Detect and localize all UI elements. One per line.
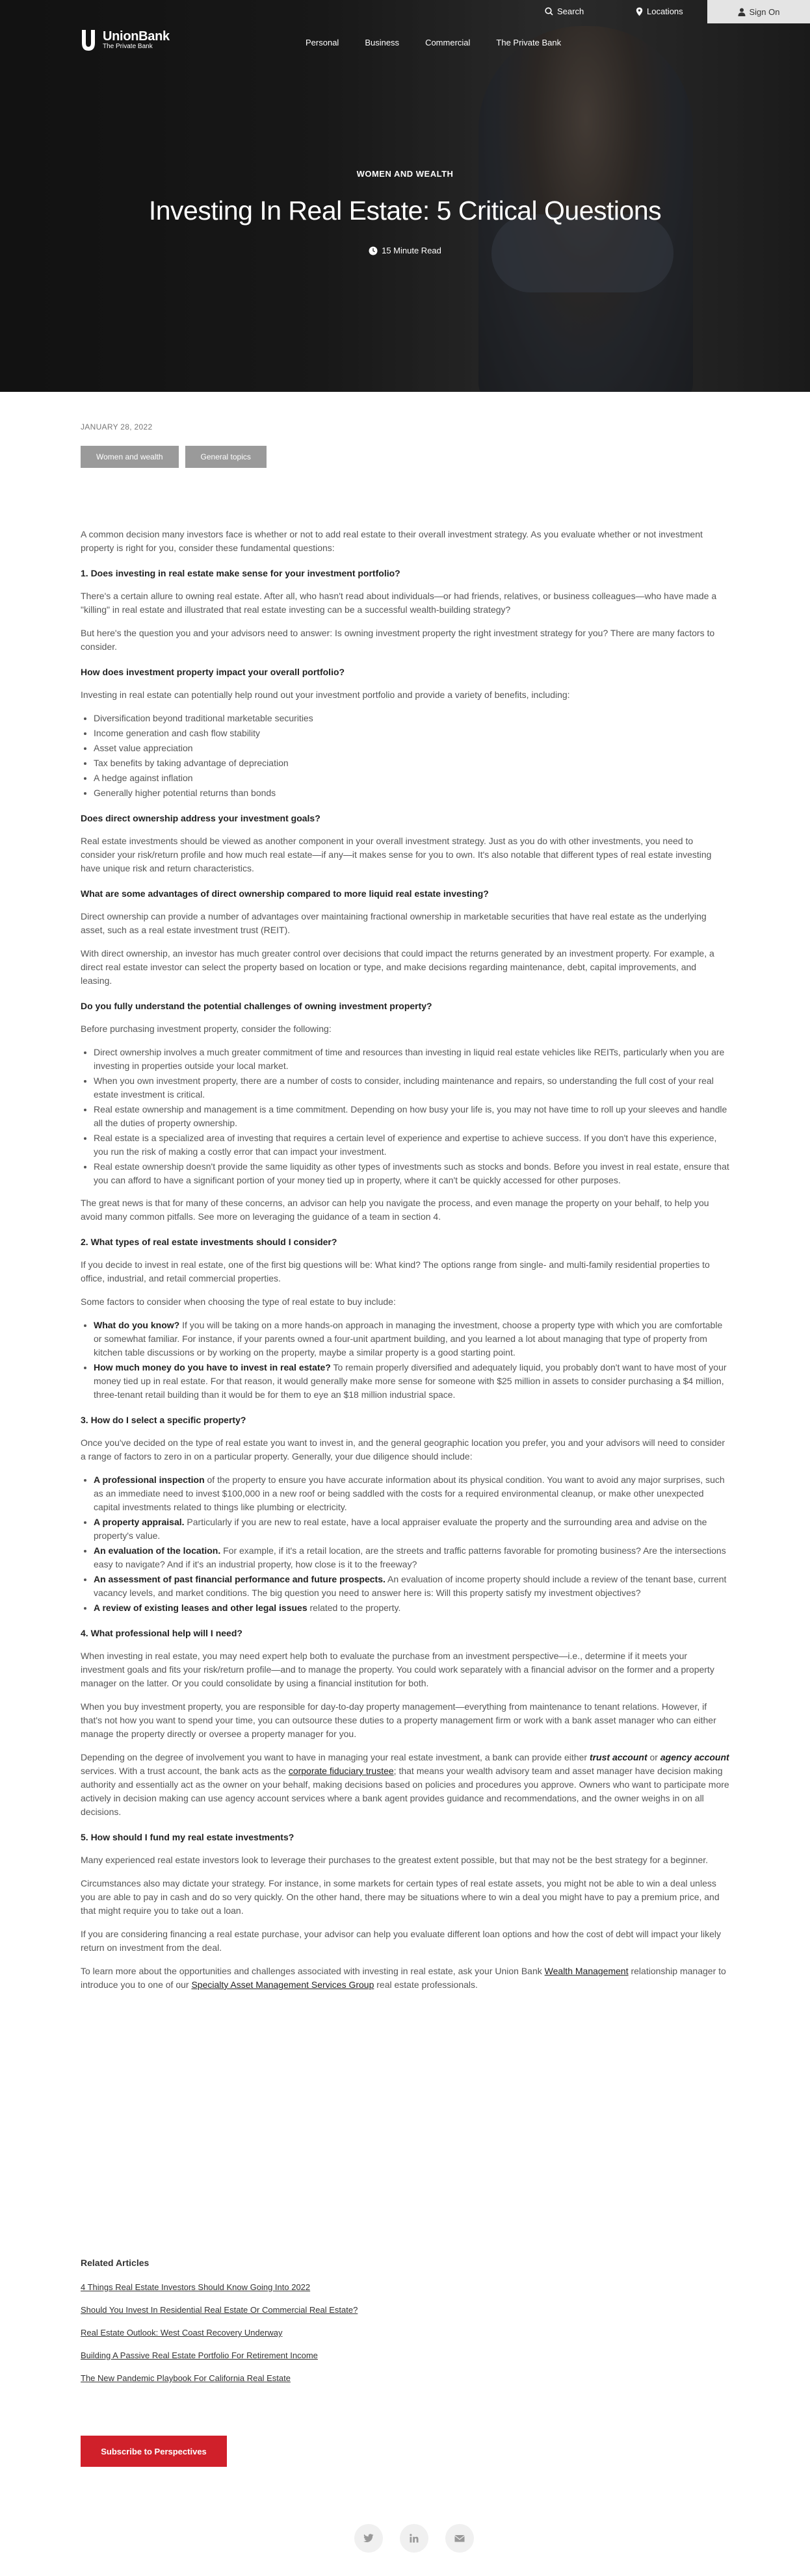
question-1-heading: 1. Does investing in real estate make sense for your investment portfolio? xyxy=(81,568,400,578)
hero-banner xyxy=(0,0,810,392)
paragraph: Direct ownership can provide a number of advantages over maintaining fractional ownership in marketable securities that have real estate as the underlying asset, such as a real estate investment trust (REIT). xyxy=(81,911,707,935)
nav-personal[interactable]: Personal xyxy=(306,38,339,47)
twitter-icon xyxy=(363,2534,374,2543)
paragraph: When investing in real estate, you may need expert help both to evaluate the purchase from an investment perspective—i.e., determine if it meets your investment goals and fits your risk/return profile—and to manage the property. You could work separately with a financial advisor on the former and a property manager on the latter. Or you could consolidate by using a financial institution for both. xyxy=(81,1651,714,1688)
list-item: • Diversification beyond traditional marketable securities xyxy=(94,712,729,725)
list-item: • Real estate is a specialized area of investing that requires a certain level of experience and expertise to achieve success. If you don't have this experience, you run the risk of making a costly error that can impact your investment. xyxy=(94,1131,729,1159)
list-item-text: of the property to ensure you have accurate information about its physical condition. You want to avoid any major surprises, such as an immediate need to invest $100,000 in a new roof or being saddled with the costs for a required environmental cleanup, or make other unexpected capital investments related to things like plumbing or electricity. xyxy=(94,1475,725,1512)
text-run: real estate professionals. xyxy=(374,1979,478,1990)
list-item: • Income generation and cash flow stability xyxy=(94,727,729,740)
list-item xyxy=(94,1515,729,1543)
nav-business[interactable]: Business xyxy=(365,38,400,47)
sign-on-button[interactable] xyxy=(707,0,810,23)
list-item: • Real estate ownership and management is a time commitment. Depending on how busy your life is, you may not have time to roll up your sleeves and handle all the duties of property ownership. xyxy=(94,1103,729,1130)
list-item: • Tax benefits by taking advantage of depreciation xyxy=(94,756,729,770)
question-3-heading: 3. How do I select a specific property? xyxy=(81,1415,246,1425)
list-item-lead: A review of existing leases and other legal issues xyxy=(94,1603,307,1613)
list-item-lead: A professional inspection xyxy=(94,1475,205,1485)
paragraph: If you decide to invest in real estate, one of the first big questions will be: What kind? The options range from single- and multi-family residential properties to office, industrial, and retail commercial properties. xyxy=(81,1259,710,1283)
paragraph: There's a certain allure to owning real estate. After all, who hasn't read about individuals—or had friends, relatives, or business colleagues—who have made a "killing" in real estate and illustrated that real estate investing can be a successful wealth-building strategy? xyxy=(81,591,717,615)
related-articles xyxy=(81,2258,358,2396)
list-item xyxy=(94,1319,729,1359)
clock-icon xyxy=(369,246,378,255)
question-2-heading: 2. What types of real estate investments should I consider? xyxy=(81,1237,337,1247)
list-item: • Generally higher potential returns than bonds xyxy=(94,786,729,800)
email-icon xyxy=(454,2534,465,2542)
list-item xyxy=(94,1573,729,1600)
paragraph: Once you've decided on the type of real estate you want to invest in, and the general geographic location you prefer, you and your advisors will need to consider a range of factors to zero in on a particular property. Generally, your due diligence should include: xyxy=(81,1437,725,1462)
list-item xyxy=(94,1361,729,1402)
linkedin-icon xyxy=(410,2534,419,2543)
list-item xyxy=(94,1544,729,1571)
user-icon xyxy=(738,8,746,16)
paragraph xyxy=(81,1751,729,1819)
social-share xyxy=(354,2524,474,2553)
locations-label: Locations xyxy=(647,6,683,16)
text-run: or xyxy=(647,1752,660,1762)
related-article-link[interactable]: The New Pandemic Playbook For California Real Estate xyxy=(81,2373,291,2383)
text-run: Depending on the degree of involvement you want to have in managing your real estate investment, a bank can provide either xyxy=(81,1752,590,1762)
paragraph: Before purchasing investment property, consider the following: xyxy=(81,1024,332,1034)
advantages-heading: What are some advantages of direct ownership compared to more liquid real estate investing? xyxy=(81,888,489,899)
search-label: Search xyxy=(557,6,584,16)
list-item-lead: An evaluation of the location. xyxy=(94,1545,221,1556)
logo-tagline: The Private Bank xyxy=(103,43,153,50)
list-item-text: related to the property. xyxy=(307,1603,401,1613)
paragraph: Some factors to consider when choosing the type of real estate to buy include: xyxy=(81,1296,396,1307)
benefits-list xyxy=(94,712,729,800)
text-run: relationship manager to introduce you to one of our xyxy=(81,1966,726,1990)
paragraph: When you buy investment property, you are responsible for day-to-day property management—everything from maintenance to tenant relations. However, if that's not how you want to spend your time, you can outsource these duties to a property management firm or work with a bank asset manager who can either manage the property directly or oversee a property manager for you. xyxy=(81,1701,716,1739)
paragraph: Many experienced real estate investors look to leverage their purchases to the greatest extent possible, but that may not be the best strategy for a beginner. xyxy=(81,1855,709,1865)
list-item-text: Particularly if you are new to real estate, have a local appraiser evaluate the property and the surrounding area and advise on the property's value. xyxy=(94,1517,707,1541)
article-body xyxy=(81,528,729,2002)
hero-text xyxy=(0,169,810,255)
page-title: Investing In Real Estate: 5 Critical Questions xyxy=(148,196,662,225)
related-article-link[interactable]: Should You Invest In Residential Real Estate Or Commercial Real Estate? xyxy=(81,2305,358,2315)
utility-bar xyxy=(0,0,810,23)
paragraph: With direct ownership, an investor has much greater control over decisions that could impact the returns generated by an investment property. For example, a direct real estate investor can select the property based on location or type, and make decisions regarding maintenance, debt, capital improvements, and leasing. xyxy=(81,948,714,986)
nav-commercial[interactable]: Commercial xyxy=(425,38,471,47)
related-article-link[interactable]: 4 Things Real Estate Investors Should Know Going Into 2022 xyxy=(81,2282,311,2292)
search-icon xyxy=(545,7,553,16)
list-item-lead: An assessment of past financial performance and future prospects. xyxy=(94,1574,385,1584)
list-item-text: If you will be taking on a more hands-on approach in managing the investment, choose a property type with which you are comfortable or somewhat familiar. For instance, if your parents owned a four-unit apartment building, and you learned a lot about managing that type of property from kitchen table discussions or by working on the property, maybe a similar property is a good starting point. xyxy=(94,1320,723,1358)
specialty-asset-management-link[interactable]: Specialty Asset Management Services Group xyxy=(191,1979,374,1990)
due-diligence-list xyxy=(94,1473,729,1615)
corporate-fiduciary-trustee-link[interactable]: corporate fiduciary trustee xyxy=(288,1766,394,1776)
article-meta xyxy=(81,422,267,468)
list-item-text: To remain properly diversified and adequately liquid, you probably don't want to have most of your money tied up in real estate. For that reason, it would generally make more sense for someone with $25 million in assets to consider purchasing a $4 million, three-tenant retail building than it would be for them to eye an $18 million industrial space. xyxy=(94,1362,727,1400)
closing-paragraph xyxy=(81,1964,729,1992)
list-item xyxy=(94,1473,729,1514)
union-bank-logo[interactable] xyxy=(81,29,170,52)
tag-list xyxy=(81,446,267,468)
trust-account-term: trust account xyxy=(589,1752,647,1762)
logo-mark-icon xyxy=(81,29,96,52)
email-share-button[interactable] xyxy=(445,2524,474,2553)
list-item xyxy=(94,1601,729,1615)
intro-paragraph: A common decision many investors face is whether or not to add real estate to their overall investment strategy. As you evaluate whether or not investment property is right for you, consider these fundamental questions: xyxy=(81,529,703,553)
question-4-heading: 4. What professional help will I need? xyxy=(81,1628,242,1638)
text-run: services. With a trust account, the bank acts as the xyxy=(81,1766,289,1776)
paragraph: Circumstances also may dictate your strategy. For instance, in some markets for certain types of real estate assets, you might not be able to win a deal unless you are able to pay in cash and do so very quickly. On the other hand, there may be situations where to win a deal you might have to pay a premium price, and that might require you to take out a loan. xyxy=(81,1878,720,1916)
text-run: To learn more about the opportunities and challenges associated with investing in real estate, ask your Union Bank xyxy=(81,1966,545,1976)
main-nav xyxy=(306,38,561,47)
read-time xyxy=(0,246,810,255)
list-item: • When you own investment property, there are a number of costs to consider, including maintenance and repairs, so understanding the full cost of your real estate investment is critical. xyxy=(94,1074,729,1101)
challenges-list xyxy=(94,1046,729,1187)
paragraph: Investing in real estate can potentially help round out your investment portfolio and provide a variety of benefits, including: xyxy=(81,689,570,700)
related-article-link[interactable]: Real Estate Outlook: West Coast Recovery Underway xyxy=(81,2328,283,2338)
portfolio-heading: How does investment property impact your overall portfolio? xyxy=(81,667,345,677)
list-item: • Asset value appreciation xyxy=(94,741,729,755)
location-pin-icon xyxy=(636,7,643,16)
tag-women-and-wealth[interactable]: Women and wealth xyxy=(81,446,179,468)
sign-on-label: Sign On xyxy=(749,6,780,17)
twitter-share-button[interactable] xyxy=(354,2524,383,2553)
agency-account-term: agency account xyxy=(660,1752,729,1762)
nav-private-bank[interactable]: The Private Bank xyxy=(496,38,562,47)
paragraph: If you are considering financing a real estate purchase, your advisor can help you evaluate different loan options and how the cost of debt will impact your likely return on investment from the deal. xyxy=(81,1929,721,1953)
challenges-heading: Do you fully understand the potential challenges of owning investment property? xyxy=(81,1001,432,1011)
question-5-heading: 5. How should I fund my real estate investments? xyxy=(81,1832,294,1842)
list-item: • A hedge against inflation xyxy=(94,771,729,785)
linkedin-share-button[interactable] xyxy=(400,2524,428,2553)
factors-list xyxy=(94,1319,729,1402)
tag-general-topics[interactable]: General topics xyxy=(185,446,267,468)
wealth-management-link[interactable]: Wealth Management xyxy=(544,1966,629,1976)
publish-date: JANUARY 28, 2022 xyxy=(81,422,153,431)
list-item-text: For example, if it's a retail location, are the streets and traffic patterns favorable for promoting business? Are the intersections easy to navigate? And if it's an industrial property, how close is it to the freeway? xyxy=(94,1545,726,1569)
text-run: ; that means your wealth advisory team and asset manager have decision making authority and essentially act as the owner on your behalf, making decisions based on policies and procedures you approve. Owners who want to participate more actively in decision making can use agency account services where a bank agent provides guidance and recommendations, and the owner weighs in on all decisions. xyxy=(81,1766,729,1817)
paragraph: Real estate investments should be viewed as another component in your overall investment strategy. Just as you do with other investments, you need to consider your risk/return profile and how much real estate—if any—it makes sense for you to own. It's also notable that different types of real estate investing have unique risk and return characteristics. xyxy=(81,836,712,873)
locations-link[interactable] xyxy=(636,6,683,16)
list-item-lead: A property appraisal. xyxy=(94,1517,185,1527)
logo-name: UnionBank xyxy=(103,29,170,44)
list-item: • Direct ownership involves a much greater commitment of time and resources than investing in liquid real estate vehicles like REITs, particularly when you are investing in properties outside your local market. xyxy=(94,1046,729,1073)
search-link[interactable] xyxy=(545,6,584,16)
related-articles-heading: Related Articles xyxy=(81,2258,150,2268)
subscribe-button[interactable]: Subscribe to Perspectives xyxy=(81,2436,227,2467)
paragraph: The great news is that for many of these concerns, an advisor can help you navigate the process, and even manage the property on your behalf, to help you avoid many common pitfalls. See more on leveraging the guidance of a team in section 4. xyxy=(81,1198,709,1222)
paragraph: But here's the question you and your advisors need to answer: Is owning investment property the right investment strategy for you? There are many factors to consider. xyxy=(81,628,715,652)
list-item-lead: What do you know? xyxy=(94,1320,180,1330)
list-item-lead: How much money do you have to invest in real estate? xyxy=(94,1362,331,1372)
related-article-link[interactable]: Building A Passive Real Estate Portfolio For Retirement Income xyxy=(81,2351,318,2360)
hero-kicker: WOMEN AND WEALTH xyxy=(356,169,454,179)
list-item-text: An evaluation of income property should include a review of the tenant base, current vacancy levels, and market conditions. The big question you need to answer here is: Will this property satisfy my investment objectives? xyxy=(94,1574,727,1598)
goals-heading: Does direct ownership address your investment goals? xyxy=(81,813,320,823)
read-time-label: 15 Minute Read xyxy=(382,246,441,255)
list-item: • Real estate ownership doesn't provide the same liquidity as other types of investments such as stocks and bonds. Before you invest in real estate, ensure that you can afford to have a significant portion of your money tied up in property, where it can't be quickly accessed for other purposes. xyxy=(94,1160,729,1187)
